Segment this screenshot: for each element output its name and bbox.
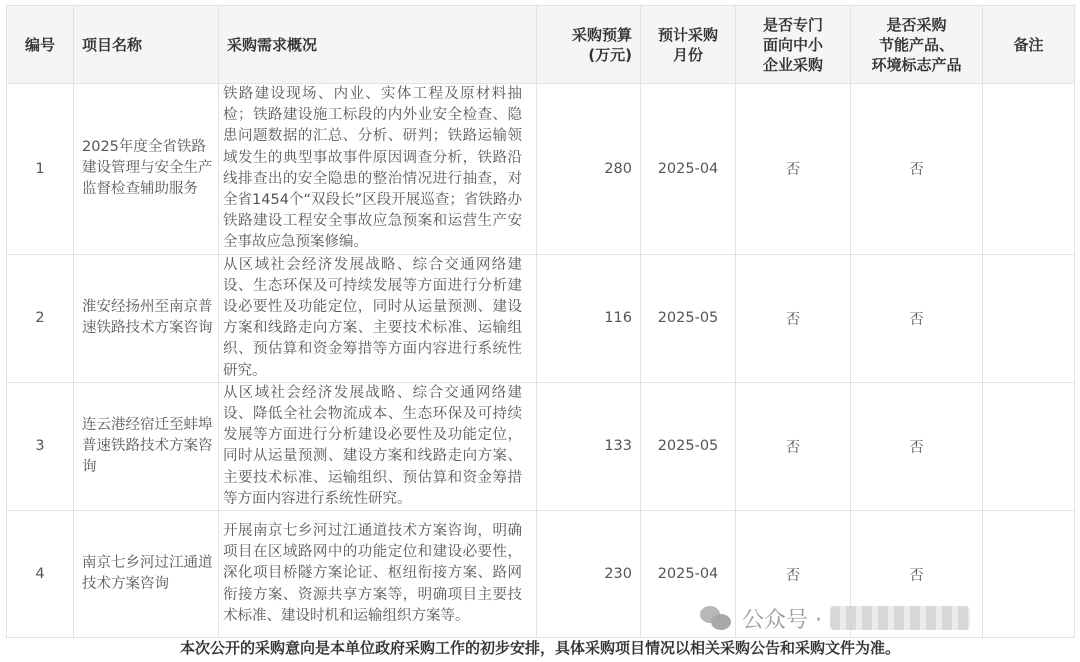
table-row (7, 84, 1075, 255)
header-month (641, 6, 736, 84)
header-month-line2: 月份 (672, 45, 703, 64)
watermark-account-blur (830, 606, 970, 630)
row-sme: 否 (736, 511, 851, 638)
row-remark (983, 382, 1075, 510)
row-green: 否 (851, 84, 983, 255)
header-green-line2: 节能产品、 (878, 35, 954, 54)
table-header-row (7, 6, 1075, 84)
row-no: 1 (7, 84, 74, 255)
row-desc: 从区域社会经济发展战略、综合交通网络建设、生态环保及可持续发展等方面进行分析建设必要性及功能定位，同时从运量预测、建设方案和线路走向方案、主要技术标准、运输组织、预估算和资金筹措等方面内容进行系统性研究。 (219, 254, 537, 382)
row-remark (983, 84, 1075, 255)
row-green: 否 (851, 382, 983, 510)
header-budget-line2: (万元) (588, 45, 632, 64)
row-name: 2025年度全省铁路建设管理与安全生产监督检查辅助服务 (74, 84, 219, 255)
row-desc: 铁路建设现场、内业、实体工程及原材料抽检；铁路建设施工标段的内外业安全检查、隐患问题数据的汇总、分析、研判；铁路运输领域发生的典型事故事件原因调查分析，铁路沿线排查出的安全隐患的整治情况进行抽查，对全省1454个“双段长”区段开展巡查；省铁路办铁路建设工程安全事故应急预案和运营生产安全事故应急预案修编。 (219, 84, 537, 255)
row-green: 否 (851, 254, 983, 382)
row-green: 否 (851, 511, 983, 638)
header-remark: 备注 (983, 6, 1075, 84)
header-no: 编号 (7, 6, 74, 84)
row-desc: 开展南京七乡河过江通道技术方案咨询，明确项目在区域路网中的功能定位和建设必要性，深化项目桥隧方案论证、枢纽衔接方案、路网衔接方案、资源共享方案等，明确项目主要技术标准、建设时机和运输组织方案等。 (219, 511, 537, 638)
table-row (7, 254, 1075, 382)
row-name: 南京七乡河过江通道技术方案咨询 (74, 511, 219, 638)
row-remark (983, 254, 1075, 382)
header-sme-line3: 企业采购 (762, 55, 823, 74)
row-sme: 否 (736, 254, 851, 382)
row-month: 2025-04 (641, 84, 736, 255)
row-name: 淮安经扬州至南京普速铁路技术方案咨询 (74, 254, 219, 382)
procurement-table (6, 5, 1075, 638)
row-budget: 133 (537, 382, 641, 510)
row-name: 连云港经宿迁至蚌埠普速铁路技术方案咨询 (74, 382, 219, 510)
header-sme-line1: 是否专门 (762, 15, 823, 34)
row-desc: 从区域社会经济发展战略、综合交通网络建设、降低全社会物流成本、生态环保及可持续发展等方面进行分析建设必要性及功能定位，同时从运量预测、建设方案和线路走向方案、主要技术标准、运输组织、预估算和资金筹措等方面内容进行系统性研究。 (219, 382, 537, 510)
row-no: 3 (7, 382, 74, 510)
row-month: 2025-05 (641, 382, 736, 510)
header-green (851, 6, 983, 84)
watermark (700, 598, 970, 638)
row-month: 2025-05 (641, 254, 736, 382)
header-sme (736, 6, 851, 84)
footer-note: 本次公开的采购意向是本单位政府采购工作的初步安排，具体采购项目情况以相关采购公告和采购文件为准。 (179, 639, 900, 657)
row-sme: 否 (736, 84, 851, 255)
row-sme: 否 (736, 382, 851, 510)
row-month: 2025-04 (641, 511, 736, 638)
wechat-icon (700, 604, 734, 632)
row-remark (983, 511, 1075, 638)
watermark-text: 公众号 · (742, 607, 822, 633)
header-green-line3: 环境标志产品 (871, 55, 962, 74)
header-month-line1: 预计采购 (657, 25, 718, 44)
header-budget-line1: 采购预算 (571, 25, 632, 44)
row-no: 4 (7, 511, 74, 638)
header-desc: 采购需求概况 (219, 6, 537, 84)
header-name: 项目名称 (74, 6, 219, 84)
table-row (7, 382, 1075, 510)
row-no: 2 (7, 254, 74, 382)
header-sme-line2: 面向中小 (762, 35, 823, 54)
row-budget: 230 (537, 511, 641, 638)
header-budget (537, 6, 641, 84)
row-budget: 280 (537, 84, 641, 255)
row-budget: 116 (537, 254, 641, 382)
header-green-line1: 是否采购 (886, 15, 947, 34)
